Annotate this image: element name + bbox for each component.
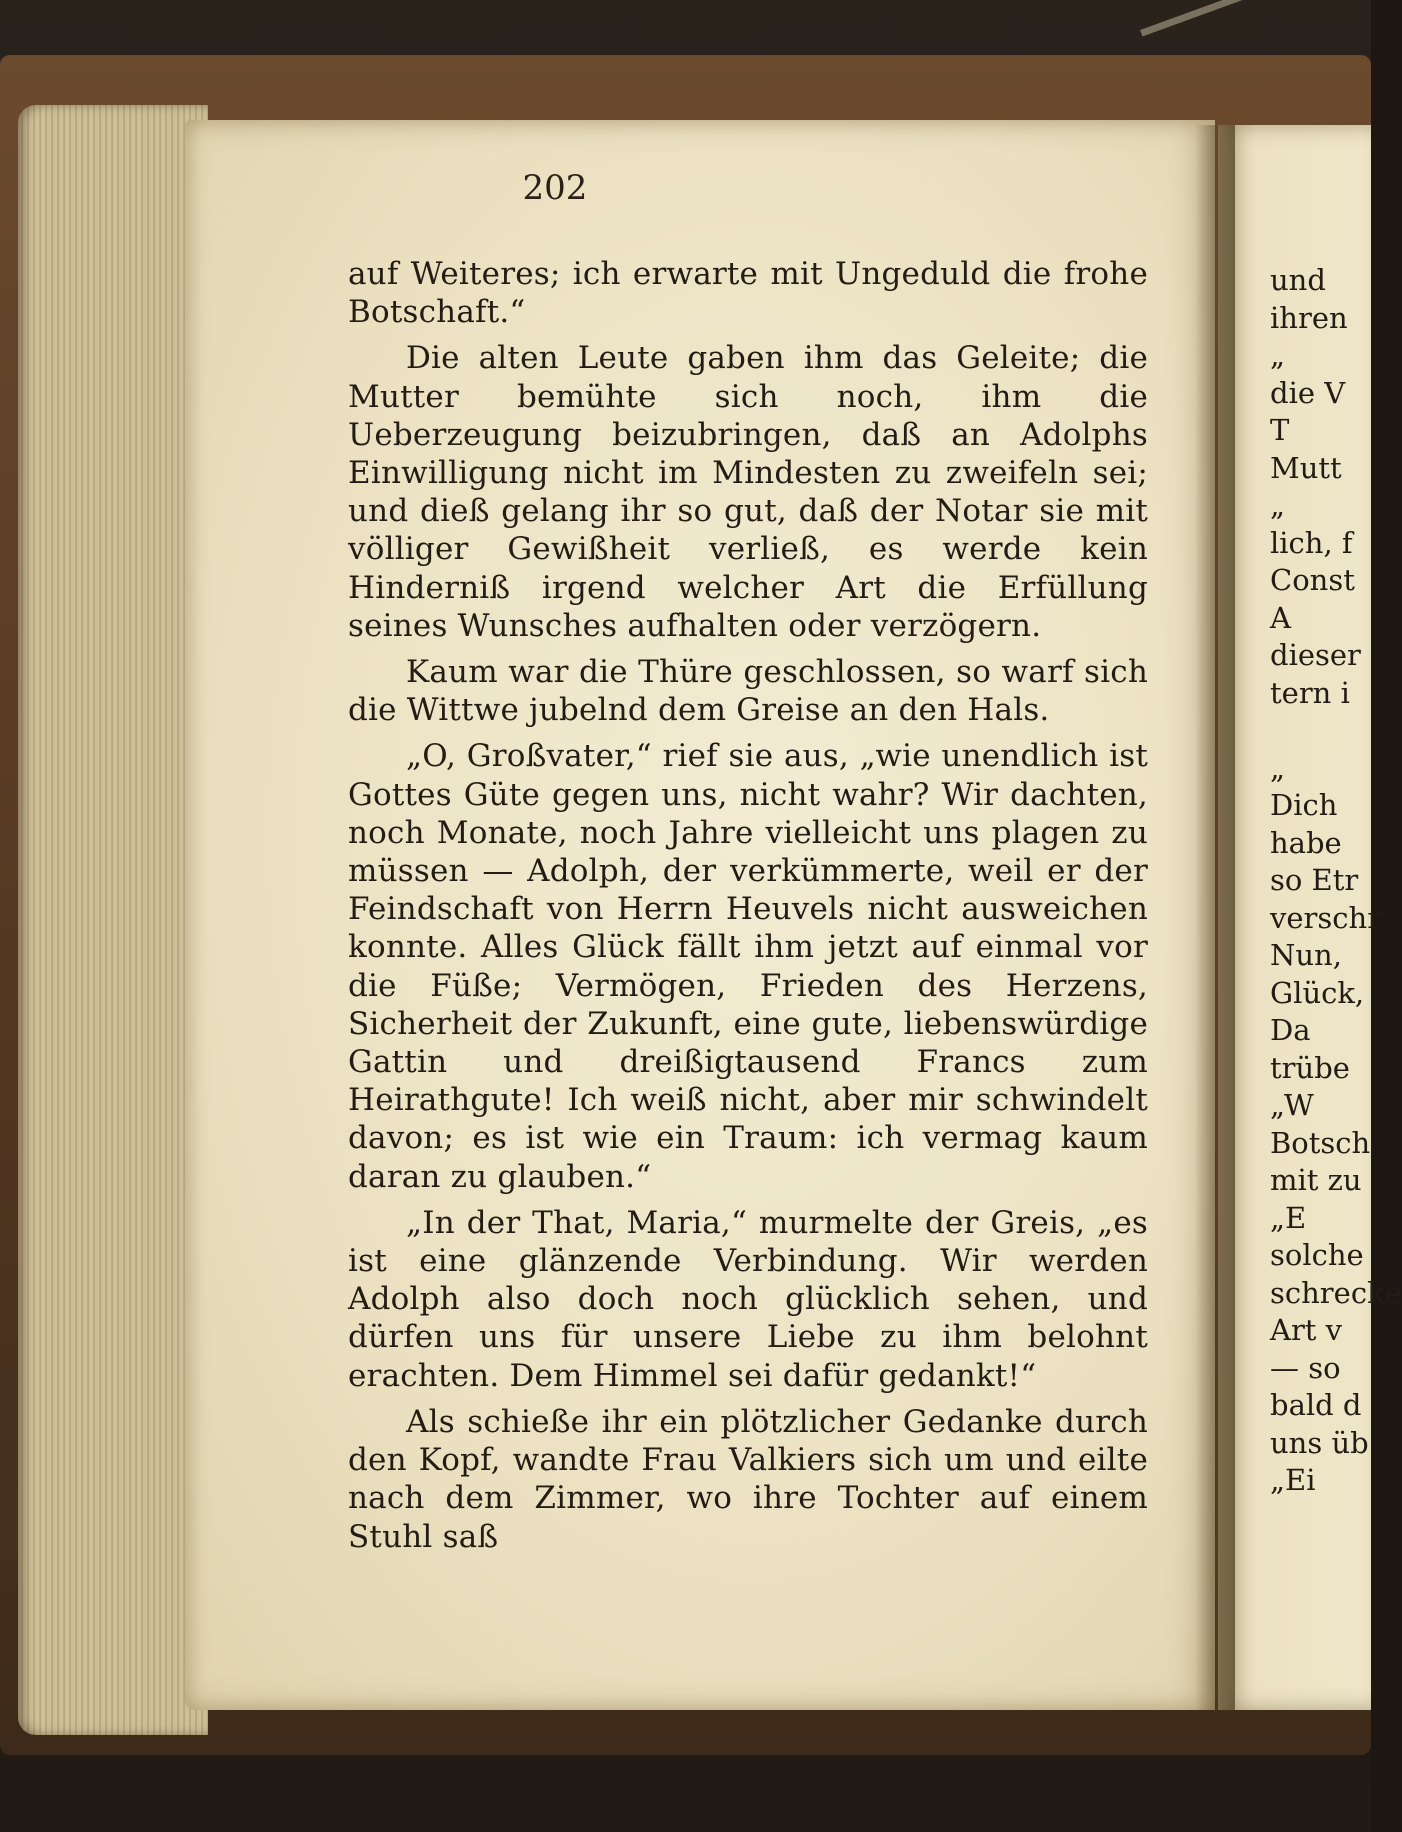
right-page-line: Dich (1270, 788, 1338, 822)
right-page-line: dieser (1270, 638, 1361, 672)
paragraph: „O, Großvater,“ rief sie aus, „wie unendlich ist Gottes Güte gegen uns, nicht wahr? Wir dachten, noch Monate, noch Jahre vielleicht uns plagen zu müssen — Adolph, der verkümmerte, weil er der Feindschaft von Herrn Heuvels nicht ausweichen konnte. Alles Glück fällt ihm jetzt auf einmal vor die Füße; Vermögen, Frieden des Herzens, Sicherheit der Zukunft, eine gute, liebenswürdige Gattin und dreißigtausend Francs zum Heirathgute! Ich weiß nicht, aber mir schwindelt davon; es ist wie ein Traum: ich vermag kaum daran zu glauben.“ (348, 738, 1148, 1195)
paragraph: auf Weiteres; ich erwarte mit Ungeduld die frohe Botschaft.“ (348, 256, 1148, 331)
right-page-line: Botsch (1270, 1125, 1371, 1160)
right-page-line: T (1270, 413, 1290, 447)
paragraph: Als schieße ihr ein plötzlicher Gedanke durch den Kopf, wandte Frau Valkiers sich um und eilte nach dem Zimmer, wo ihre Tochter auf einem Stuhl saß (348, 1403, 1148, 1555)
right-page-line: lich, f (1270, 525, 1353, 560)
right-page-line: ihren (1270, 300, 1348, 335)
right-page-line (1270, 712, 1390, 750)
right-page-line: Nun, (1270, 938, 1342, 972)
right-page-line: so Etr (1270, 863, 1359, 897)
right-page-line: und (1270, 263, 1326, 297)
right-page-text (1270, 262, 1402, 1500)
right-page-line: Mutt (1270, 450, 1342, 485)
right-page-line: schrecke (1270, 1275, 1402, 1310)
right-page-line: habe (1270, 825, 1342, 860)
right-page-line: Const (1270, 563, 1355, 597)
paragraph: Die alten Leute gaben ihm das Geleite; die Mutter bemühte sich noch, ihm die Ueberzeugung beizubringen, daß an Adolphs Einwilligung nicht im Mindesten zu zweifeln sei; und dieß gelang ihr so gut, daß der Notar sie mit völliger Gewißheit verließ, es werde kein Hinderniß irgend welcher Art die Erfüllung seines Wunsches aufhalten oder verzögern. (348, 340, 1148, 644)
page-edges (18, 105, 208, 1735)
right-page-line: „W (1270, 1088, 1314, 1122)
right-page-line: tern i (1270, 675, 1350, 710)
right-page-line: Da (1270, 1013, 1311, 1047)
right-page-line: uns üb (1270, 1425, 1369, 1460)
right-page-line: verschr (1270, 900, 1382, 935)
right-page-line: Art v (1270, 1313, 1343, 1347)
right-page-line: „E (1270, 1200, 1307, 1235)
right-page-line: A (1270, 600, 1291, 635)
page-number: 202 (522, 168, 588, 208)
right-page-line: „Ei (1270, 1463, 1316, 1497)
right-page-line: „ (1270, 488, 1286, 522)
right-page-line: „ (1270, 338, 1286, 372)
paragraph: „In der That, Maria,“ murmelte der Greis, „es ist eine glänzende Verbindung. Wir werden Adolph also doch noch glücklich sehen, und dürfen uns für unsere Liebe zu ihm belohnt erachten. Dem Himmel sei dafür gedankt!“ (348, 1204, 1148, 1394)
paragraph: Kaum war die Thüre geschlossen, so warf sich die Wittwe jubelnd dem Greise an den Hals. (348, 654, 1148, 729)
right-page-line: trübe (1270, 1050, 1350, 1085)
right-page-line: die V (1270, 375, 1346, 410)
right-page-line: solche (1270, 1238, 1364, 1272)
book-gutter (1195, 125, 1235, 1710)
right-page-line: bald d (1270, 1388, 1362, 1422)
right-page-line: „ (1270, 750, 1286, 785)
right-page-line: mit zu (1270, 1163, 1362, 1197)
left-page-text (348, 255, 1148, 1564)
right-page-line: — so (1270, 1350, 1341, 1385)
right-page-line: Glück, (1270, 975, 1365, 1010)
